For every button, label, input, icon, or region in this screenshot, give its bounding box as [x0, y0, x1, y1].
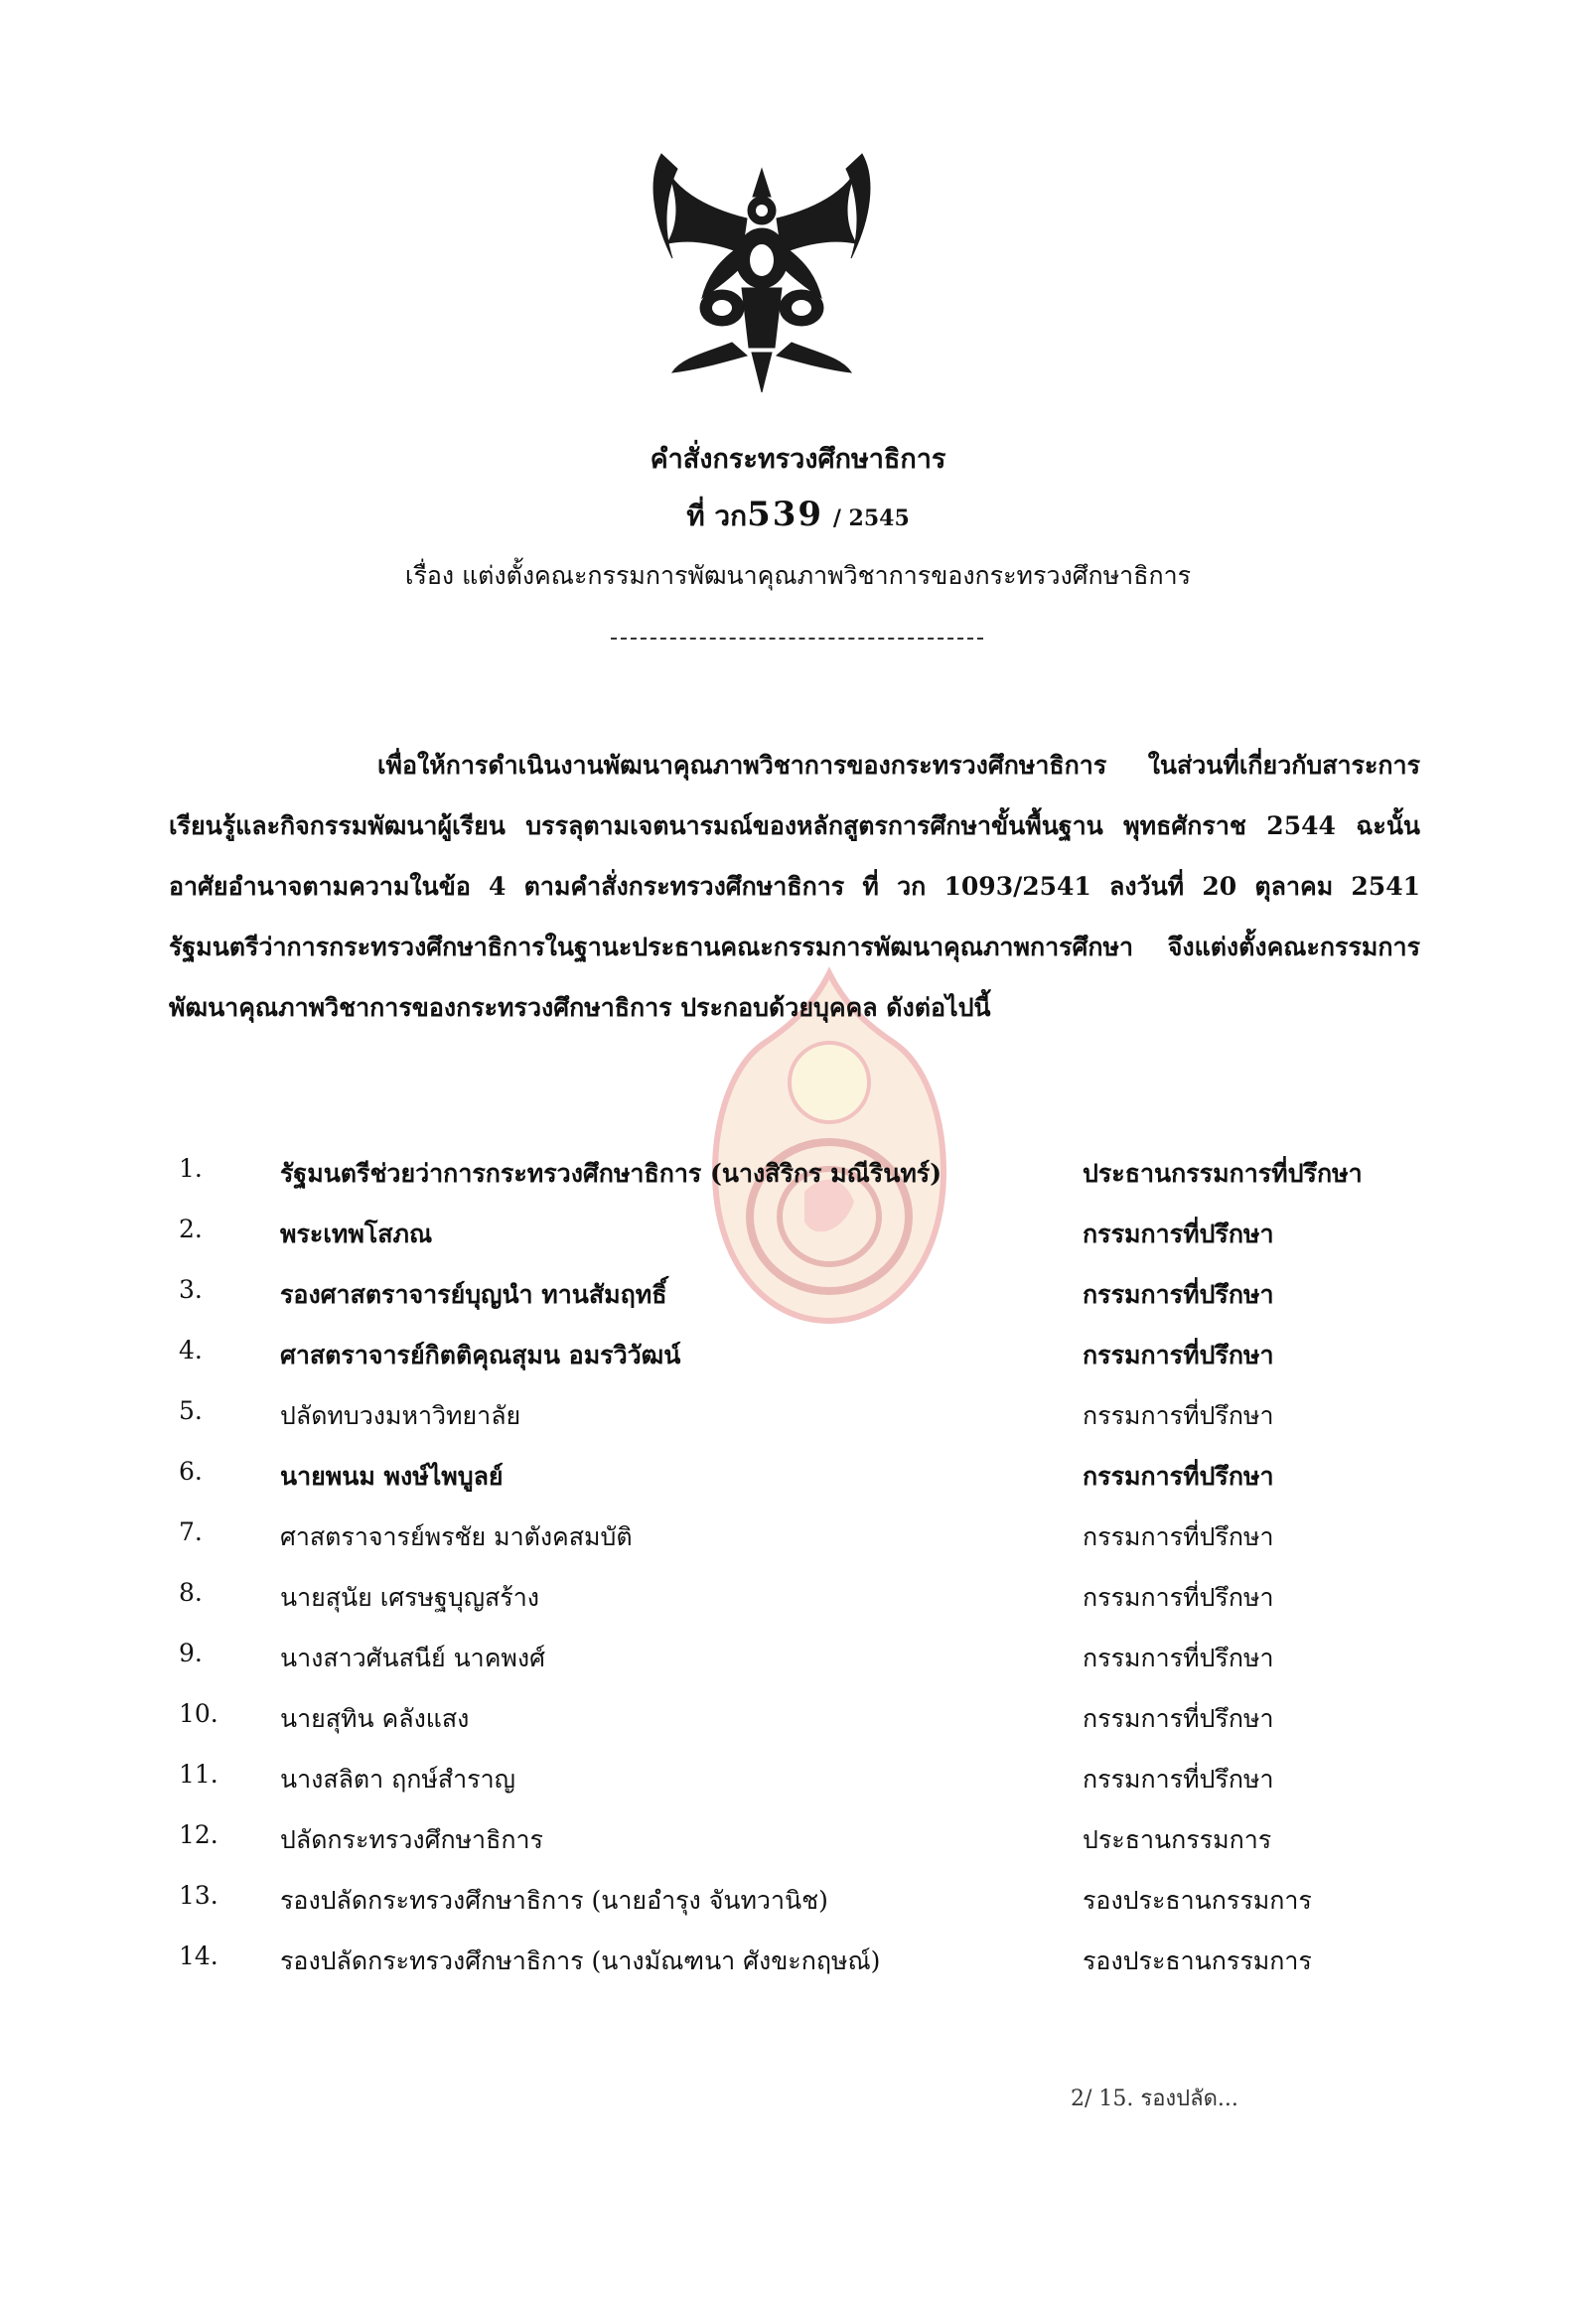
member-role: กรรมการที่ปรึกษา	[1083, 1220, 1274, 1248]
member-number: 8.	[179, 1578, 203, 1607]
member-name: ศาสตราจารย์พรชัย มาตังคสมบัติ	[280, 1522, 633, 1551]
member-row	[179, 1154, 1430, 1215]
order-number-prefix: ที่ วก	[686, 500, 748, 532]
member-row	[179, 1820, 1430, 1881]
member-row	[179, 1699, 1430, 1760]
member-name: นายพนม พงษ์ไพบูลย์	[280, 1462, 504, 1491]
order-paragraph: เพื่อให้การดำเนินงานพัฒนาคุณภาพวิชาการของกระทรวงศึกษาธิการ ในส่วนที่เกี่ยวกับสาระการเรียนรู้และกิจกรรมพัฒนาผู้เรียน บรรลุตามเจตนารมณ์ของหลักสูตรการศึกษาขั้นพื้นฐาน พุทธศักราช 2544 ฉะนั้น อาศัยอำนาจตามความในข้อ 4 ตามคำสั่งกระทรวงศึกษาธิการ ที่ วก 1093/2541 ลงวันที่ 20 ตุลาคม 2541 รัฐมนตรีว่าการกระทรวงศึกษาธิการในฐานะประธานคณะกรรมการพัฒนาคุณภาพการศึกษา จึงแต่งตั้งคณะกรรมการพัฒนาคุณภาพวิชาการของกระทรวงศึกษาธิการ ประกอบด้วยบุคคล ดังต่อไปนี้	[169, 751, 1420, 1022]
member-role: กรรมการที่ปรึกษา	[1083, 1401, 1274, 1430]
member-name: นางสลิตา ฤกษ์สำราญ	[280, 1765, 515, 1794]
member-number: 12.	[179, 1820, 218, 1849]
member-role: ประธานกรรมการที่ปรึกษา	[1083, 1159, 1363, 1188]
document-title: คำสั่งกระทรวงศึกษาธิการ	[650, 444, 946, 475]
member-role: กรรมการที่ปรึกษา	[1083, 1704, 1274, 1733]
header-divider	[611, 638, 983, 640]
member-row	[179, 1215, 1430, 1275]
member-number: 1.	[179, 1154, 203, 1183]
member-row	[179, 1336, 1430, 1396]
member-name: นายสุทิน คลังแสง	[280, 1704, 470, 1733]
member-row	[179, 1942, 1430, 2002]
member-row	[179, 1457, 1430, 1517]
order-number-value: 539	[747, 495, 824, 534]
member-role: กรรมการที่ปรึกษา	[1083, 1765, 1274, 1794]
order-subject: เรื่อง แต่งตั้งคณะกรรมการพัฒนาคุณภาพวิชาการของกระทรวงศึกษาธิการ	[404, 561, 1192, 590]
member-list	[179, 1154, 1430, 2002]
member-name: รองศาสตราจารย์บุญนำ ทานสัมฤทธิ์	[280, 1280, 667, 1309]
member-row	[179, 1639, 1430, 1699]
member-number: 14.	[179, 1942, 218, 1970]
member-role: กรรมการที่ปรึกษา	[1083, 1280, 1274, 1309]
member-name: รัฐมนตรีช่วยว่าการกระทรวงศึกษาธิการ (นางสิริกร มณีรินทร์)	[280, 1159, 943, 1188]
member-name: รองปลัดกระทรวงศึกษาธิการ (นางมัณฑนา ศังขะกฤษณ์)	[280, 1946, 881, 1975]
member-role: รองประธานกรรมการ	[1083, 1946, 1312, 1975]
member-row	[179, 1578, 1430, 1639]
member-name: รองปลัดกระทรวงศึกษาธิการ (นายอำรุง จันทวานิช)	[280, 1886, 828, 1915]
member-row	[179, 1881, 1430, 1942]
member-row	[179, 1517, 1430, 1578]
member-number: 2.	[179, 1215, 203, 1243]
member-name: ปลัดทบวงมหาวิทยาลัย	[280, 1401, 521, 1430]
order-number-year: / 2545	[832, 505, 910, 531]
member-name: นางสาวศันสนีย์ นาคพงศ์	[280, 1644, 545, 1672]
member-number: 6.	[179, 1457, 203, 1486]
member-role: ประธานกรรมการ	[1083, 1825, 1272, 1854]
member-name: ศาสตราจารย์กิตติคุณสุมน อมรวิวัฒน์	[280, 1341, 681, 1369]
member-number: 5.	[179, 1396, 203, 1425]
page-continuation-note: 2/ 15. รองปลัด...	[1071, 2087, 1238, 2111]
member-number: 3.	[179, 1275, 203, 1304]
member-role: กรรมการที่ปรึกษา	[1083, 1462, 1274, 1491]
member-number: 13.	[179, 1881, 218, 1910]
member-row	[179, 1760, 1430, 1820]
order-number	[0, 495, 1596, 538]
member-name: พระเทพโสภณ	[280, 1220, 433, 1248]
member-row	[179, 1396, 1430, 1457]
member-number: 10.	[179, 1699, 218, 1728]
member-number: 7.	[179, 1517, 203, 1546]
member-role: กรรมการที่ปรึกษา	[1083, 1583, 1274, 1612]
member-role: รองประธานกรรมการ	[1083, 1886, 1312, 1915]
member-role: กรรมการที่ปรึกษา	[1083, 1644, 1274, 1672]
member-row	[179, 1275, 1430, 1336]
member-number: 9.	[179, 1639, 203, 1667]
member-name: นายสุนัย เศรษฐบุญสร้าง	[280, 1583, 539, 1612]
member-name: ปลัดกระทรวงศึกษาธิการ	[280, 1825, 543, 1854]
member-number: 4.	[179, 1336, 203, 1365]
member-number: 11.	[179, 1760, 218, 1789]
member-role: กรรมการที่ปรึกษา	[1083, 1341, 1274, 1369]
garuda-emblem-icon	[648, 149, 876, 397]
member-role: กรรมการที่ปรึกษา	[1083, 1522, 1274, 1551]
